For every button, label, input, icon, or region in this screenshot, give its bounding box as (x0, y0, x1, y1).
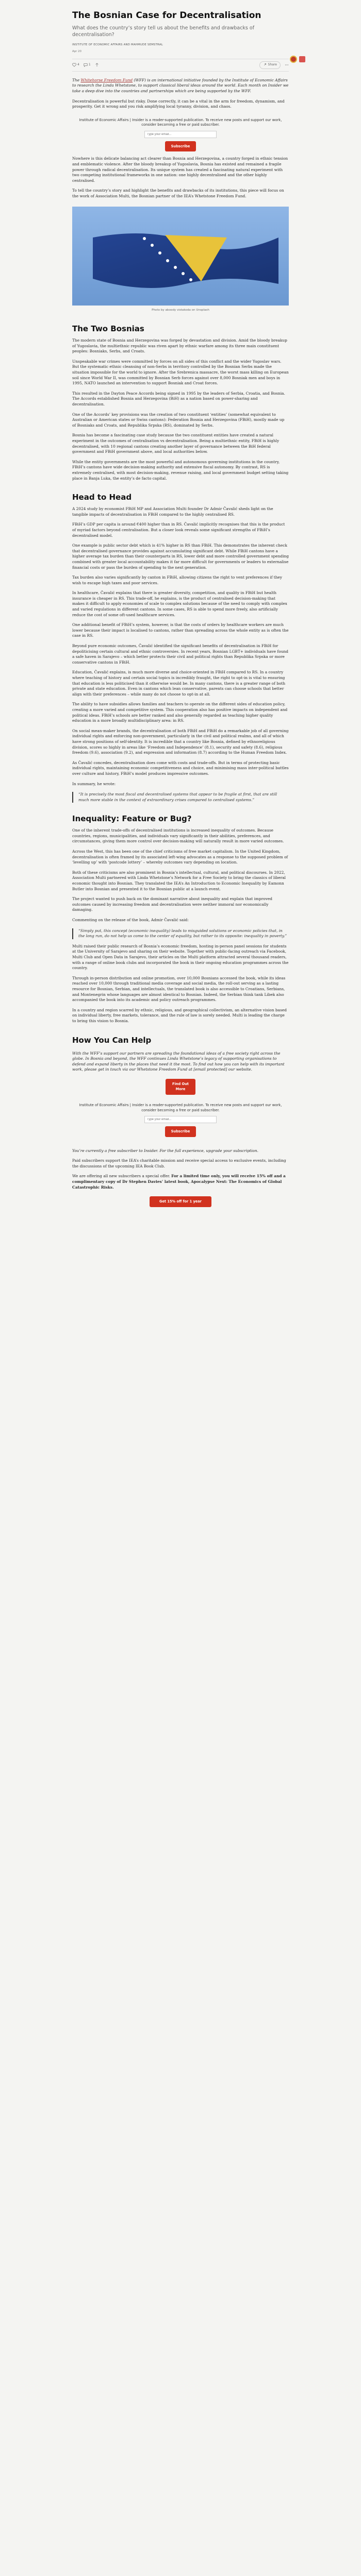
share-label: Share (268, 63, 277, 67)
paragraph: One of the inherent trade-offs of decentralised institutions is increased inequality of outcomes. Because countries, regions, municipalities, and individuals vary significantly in their abilities, preferences, and circumstances, giving them more control over decision-making will naturally result in more varied outcomes. (72, 828, 284, 844)
comment-icon (84, 63, 88, 67)
paragraph: Paid subscribers support the IEA’s charitable mission and receive special access to exclusive events, including the discussions of the upcoming IEA Book Club. (72, 1158, 286, 1168)
discount-button[interactable]: Get 15% off for 1 year (150, 1196, 211, 1207)
byline[interactable]: INSTITUTE OF ECONOMIC AFFAIRS AND MAHMUDE SEMSTRAL (72, 43, 163, 46)
publication-logo[interactable] (290, 56, 305, 63)
paragraph: As Čavalić concedes, decentralisation does come with costs and trade-offs. But in terms of protecting basic individual rights, maintaining economic competitiveness and choice, and minimising mass inter-political battles over culture and history, FBiH’s model produces impressive outcomes. (72, 760, 289, 776)
paragraph: This resulted in the Dayton Peace Accords being signed in 1995 by the leaders of Serbia, Croatia, and Bosnia. The Accords established Bosnia and Herzegovina (BiH) as a nation based on power-sharing and decentralisation. (72, 391, 285, 407)
section-heading: Inequality: Feature or Bug? (72, 814, 192, 824)
heart-icon (72, 63, 76, 67)
paragraph: Across the West, this has been one of the chief criticisms of free market capitalism. In the United Kingdom, decentralisation is often framed by its associated left-wing advocates as a response to the supposed problem of ‘levelling up’ with ‘postcode lottery’ – whereby outcomes vary depending on location. (72, 849, 288, 865)
paragraph: The project wanted to push back on the dominant narrative about inequality and explain that improved outcomes caused by increasing freedom and decentralisation were neither immoral nor economically damaging. (72, 896, 272, 912)
paragraph: The ability to have subsidies allows families and teachers to operate on the different sides of education policy, creating a more varied and competitive system. This cooperation also has positive impacts on independent and political ideas. FBiH’s schools are better ranked and also generally regarded as teaching higher quality education in a more broadly multidisciplinary area: in RS. (72, 702, 288, 723)
help-paragraph: With the WFF’s support our partners are spreading the foundational ideas of a free society right across the globe. In Bosnia and beyond, the WFF continues Linda Whetstone’s legacy of supporting organisations to defend and expand liberty in the places that need it the most. To find out how you can help with its important work, please get in touch via our Whetstone Freedom Fund at [email protected] our website. (72, 1050, 285, 1072)
email-field[interactable] (144, 131, 217, 138)
subscribe-widget (72, 118, 289, 152)
offer-prefix: We are offering all new subscribers a special offer. (72, 1174, 172, 1179)
restack-icon (95, 63, 99, 67)
paragraph: To tell the country’s story and highlight the benefits and drawbacks of its institutions, this piece will focus on the work of Association Multi, the Bosnian partner of the IEA’s Whetstone Freedom Fund. (72, 188, 284, 198)
article (72, 0, 289, 1207)
intro-prefix: The (72, 77, 81, 82)
paragraph: Decentralisation is powerful but risky. Done correctly, it can be a vital in the arm for freedom, dynamism, and prosperity. Get it wrong and you risk amplifying local tyranny, division, and chaos. (72, 98, 285, 109)
section-heading: Head to Head (72, 493, 132, 502)
paragraph: In summary, he wrote: (72, 781, 116, 786)
more-button[interactable] (285, 63, 289, 67)
paragraph: Beyond pure economic outcomes, Čavalić identified the significant benefits of decentralisation in FBiH for depoliticising certain cultural and ethnic controversies. In recent years, Bosnian LGBT+ individuals have found a safe haven in Sarajevo – which better protects their civil and political rights than Republika Srpska or more conservative cantons in FBiH. (72, 643, 288, 665)
comment-count: 1 (88, 63, 91, 67)
paragraph: In a country and region scarred by ethnic, religious, and geographical collectivism, an alternative vision based on individual liberty, free markets, tolerance, and the rule of law is sorely needed. Multi is leading the charge to bring this vision to Bosnia. (72, 1007, 287, 1023)
restack-button[interactable] (95, 63, 99, 67)
publication-logo-icon (290, 56, 297, 63)
post-actions (72, 59, 289, 72)
paragraph: While the entity governments are the most powerful and autonomous governing institutions in the country, FBiH’s cantons have wide decision-making authority and extensive fiscal autonomy. By contrast, RS is extremely centralised, with most decision-making, revenue raising, and local government budget setting taking place in Banja Luka, the entity’s de facto capital. (72, 459, 289, 481)
offer-paragraph (72, 1174, 289, 1190)
bosnian-flag-image[interactable] (72, 207, 289, 306)
subscribe-button[interactable]: Subscribe (165, 1126, 196, 1137)
paragraph: Through in-person distribution and online promotion, over 10,000 Bosnians accessed the book, while its ideas reached over 10,000 through traditional media coverage and social media, the roll-out serving as a lasting resource for Bosnian, Serbian, and intellectuals, the translated book is also accessible to Croatians, Serbians, and Montenegrin whose languages are almost identical to Bosnian. Indeed, the Serbian think tank Libek also accompanied the book into its academic and policy outreach programmes. (72, 975, 286, 1003)
article-subtitle: What does the country’s story tell us about the benefits and drawbacks of decentralisation? (72, 25, 255, 38)
like-button[interactable] (72, 62, 79, 68)
pull-quote: “It is precisely the most fiscal and decentralised systems that appear to be fragile at first, that are still much more stable in the context of extraordinary crises compared to centralised systems.” (72, 792, 289, 803)
paragraph: Nowhere is this delicate balancing act clearer than Bosnia and Herzegovina, a country forged in ethnic tension and emblematic violence. After the bloody breakup of Yugoslavia, Bosnia has existed and remained a fragile power through radical decentralisation. Its unique system has created a fascinating natural experiment with two competing institutional frameworks in one nation: one highly decentralised and the other highly centralised. (72, 156, 288, 183)
paragraph: The modern state of Bosnia and Herzegovina was forged by devastation and division. Amid the bloody breakup of Yugoslavia, the multiethnic republic was riven apart by ethnic warfare among its three main constituent peoples: Bosniaks, Serbs, and Croats. (72, 338, 287, 354)
paragraph: FBiH’s GDP per capita is around €400 higher than in RS. Čavalić implicitly recognises that this is the product of myriad factors beyond centralisation. But a closer look reveals some significant strengths of FBiH’s decentralised model. (72, 522, 285, 538)
paragraph: Education, Čavalić explains, is much more diverse and choice-oriented in FBiH compared to RS. In a country where teaching of history and certain social topics is incredibly fraught, the right to opt-in is vital to ensuring that education is less politicised than it otherwise would be. In many cantons, there is a greater range of both private and state education. Even in cantons which lean conservative, parents can choose schools that better align with their preferences – while many do not choose to opt-in at all. (72, 670, 286, 697)
subscribe-text: Institute of Economic Affairs | Insider is a reader-supported publication. To receive new posts and support our work, consider becoming a free or paid subscriber. (79, 117, 282, 127)
paragraph: One additional benefit of FBiH’s system, however, is that the costs of orders by healthcare workers are much lower because their impact is localised to cantons, rather than spreading across the whole entity as is often the case in RS. (72, 622, 289, 638)
paragraph: Unspeakable war crimes were committed by forces on all sides of this conflict and the wider Yugoslav wars. But the systematic ethnic cleansing of non-Serbs in territory controlled by the Bosnian Serbs made the situation impossible for the world to ignore. After the Srebrenica massacre, the worst mass killing on European soil since World War II, was committed by Bosnian Serb forces against over 8,000 Bosniak men and boys in 1995, NATO launched an intervention to support Bosniak and Croat forces. (72, 359, 289, 386)
paragraph: Bosnia has become a fascinating case study because the two constituent entities have created a natural experiment in the outcomes of centralisation vs decentralisation. Being a multiethnic entity, FBiH is highly decentralised, with 10 regional cantons creating another layer of governance between the BiH federal government and FBiH government above, and local authorities below. (72, 433, 280, 454)
comment-button[interactable] (84, 62, 91, 68)
intro-text: (WFF) is an international initiative founded by the Institute of Economic Affairs to research the Linda Whetstone, to support classical liberal ideas around the world. Each month on Insider we take a deep dive into the countries and partnerships which are being supported by the WFF. (72, 77, 289, 93)
subscribe-button[interactable]: Subscribe (165, 141, 196, 152)
author-avatar[interactable] (299, 56, 305, 62)
paragraph: Multi raised their public research of Bosnia’s economic freedom, hosting in-person panel sessions for students at the University of Sarajevo and sharing on their website. Together with public-facing outreach via Facebook, Multi Club and Open Data in Sarajevo, their articles on the Multi platform attracted several thousand readers, with a range of online book clubs and incorporated the book in their ongoing education programmes across the country. (72, 943, 289, 971)
paragraph: One of the Accords’ key provisions was the creation of two constituent ‘entities’ (somewhat equivalent to Australian or American states or Swiss cantons): Federation Bosnia and Herzegovina (FBiH), mostly made up of Bosniaks and Croats, and Republika Srpska (RS), dominated by Serbs. (72, 412, 285, 428)
pull-quote: “Simply put, this concept (economic inequality) leads to misguided solutions or economic policies that, in the long run, do not help us come to the center of equality, but rather to its opposite: inequality in poverty.” (72, 928, 289, 939)
offer-bold: For a limited time only, you will receive 15% off and a complimentary copy of Dr Stephen Davies’ latest book, Apocalypse Next: The Economics of Global Catastrophic Risks. (72, 1174, 286, 1190)
like-count: 4 (77, 63, 79, 67)
paragraph: Tax burden also varies significantly by canton in FBiH, allowing citizens the right to vent preferences if they wish to escape high taxes and poor services. (72, 575, 283, 585)
section-heading: How You Can Help (72, 1035, 152, 1045)
subscribe-text: Institute of Economic Affairs | Insider is a reader-supported publication. To receive new posts and support our work, consider becoming a free or paid subscriber. (79, 1103, 282, 1112)
subscribe-widget (72, 1103, 289, 1137)
email-field[interactable] (144, 1116, 217, 1123)
article-title: The Bosnian Case for Decentralisation (72, 10, 261, 21)
paragraph: On social mean-maker brands, the decentralisation of both FBiH and FBiH do a remarkable job of all governing individual rights and enforcing non-government, particularly in the civil and political realms, and all of which have strong positions of self-identity. It is incredible that a country like Bosnia, defined by ethnoreligious division, scores so highly in areas like ‘Freedom and Independence’ (8.1), security and safety (8.6), religious freedom (9.6), association (9.2), and expression and information (8.7) according to the Human Freedom Index. (72, 728, 289, 755)
paragraph: Commenting on the release of the book, Admir Čavalić said: (72, 918, 189, 922)
section-heading: The Two Bosnias (72, 324, 144, 334)
share-icon (263, 63, 267, 67)
free-subscriber-note: You’re currently a free subscriber to Insider. For the full experience, upgrade your subscription. (72, 1148, 258, 1153)
intro-paragraph (72, 78, 289, 94)
post-date: Apr 20 (72, 49, 81, 53)
paragraph: One example is public sector debt which is 41% higher in RS than FBiH. This demonstrates the inherent check that decentralised governance provides against accumulating significant debt. While FBiH cantons have a higher average tax burden than their counterparts in RS, lower debt and more controlled government spending combined with greater local accountability makes it far more difficult for governments or leaders to externalise financial costs or pass the burden of spending to the next generation. (72, 543, 289, 570)
image-caption: Photo by aboody vistakoda on Unsplash (152, 308, 209, 312)
paragraph: A 2024 study by economist FBiH MP and Association Multi founder Dr Admir Čavalić sheds light on the tangible impacts of decentralisation in FBiH compared to the highly centralised RS. (72, 506, 273, 517)
bosnian-flag-illustration (72, 207, 289, 306)
more-icon (285, 63, 289, 67)
paragraph: In healthcare, Čavalić explains that there is greater diversity, competition, and quality in FBiH but health insurance is cheaper in RS. This trade-off, he explains, is the product of centralised decision-making that makes it difficult to apply economies of scale to complex solutions because of the need to comply with complex and varied regulations in different cantons. In some cases, RS is able to spend more freely, also artificially reduce the cost of some oft-used healthcare services. (72, 590, 287, 617)
share-button[interactable] (259, 61, 281, 69)
paragraph: Both of these criticisms are also prominent in Bosnia’s intellectual, cultural, and political discourses. In 2022, Association Multi partnered with Linda Whetstone’s Network for a Free Society to bring the classics of liberal economic thought into Bosnian. They translated the IEA’s An Introduction to Economic Inequality by Eamonn Butler into Bosnian and presented it to the Bosnian public at a launch event. (72, 870, 286, 891)
wff-link[interactable]: Whitehorse Freedom Fund (80, 77, 133, 82)
find-out-more-button[interactable]: Find Out More (166, 1079, 195, 1095)
